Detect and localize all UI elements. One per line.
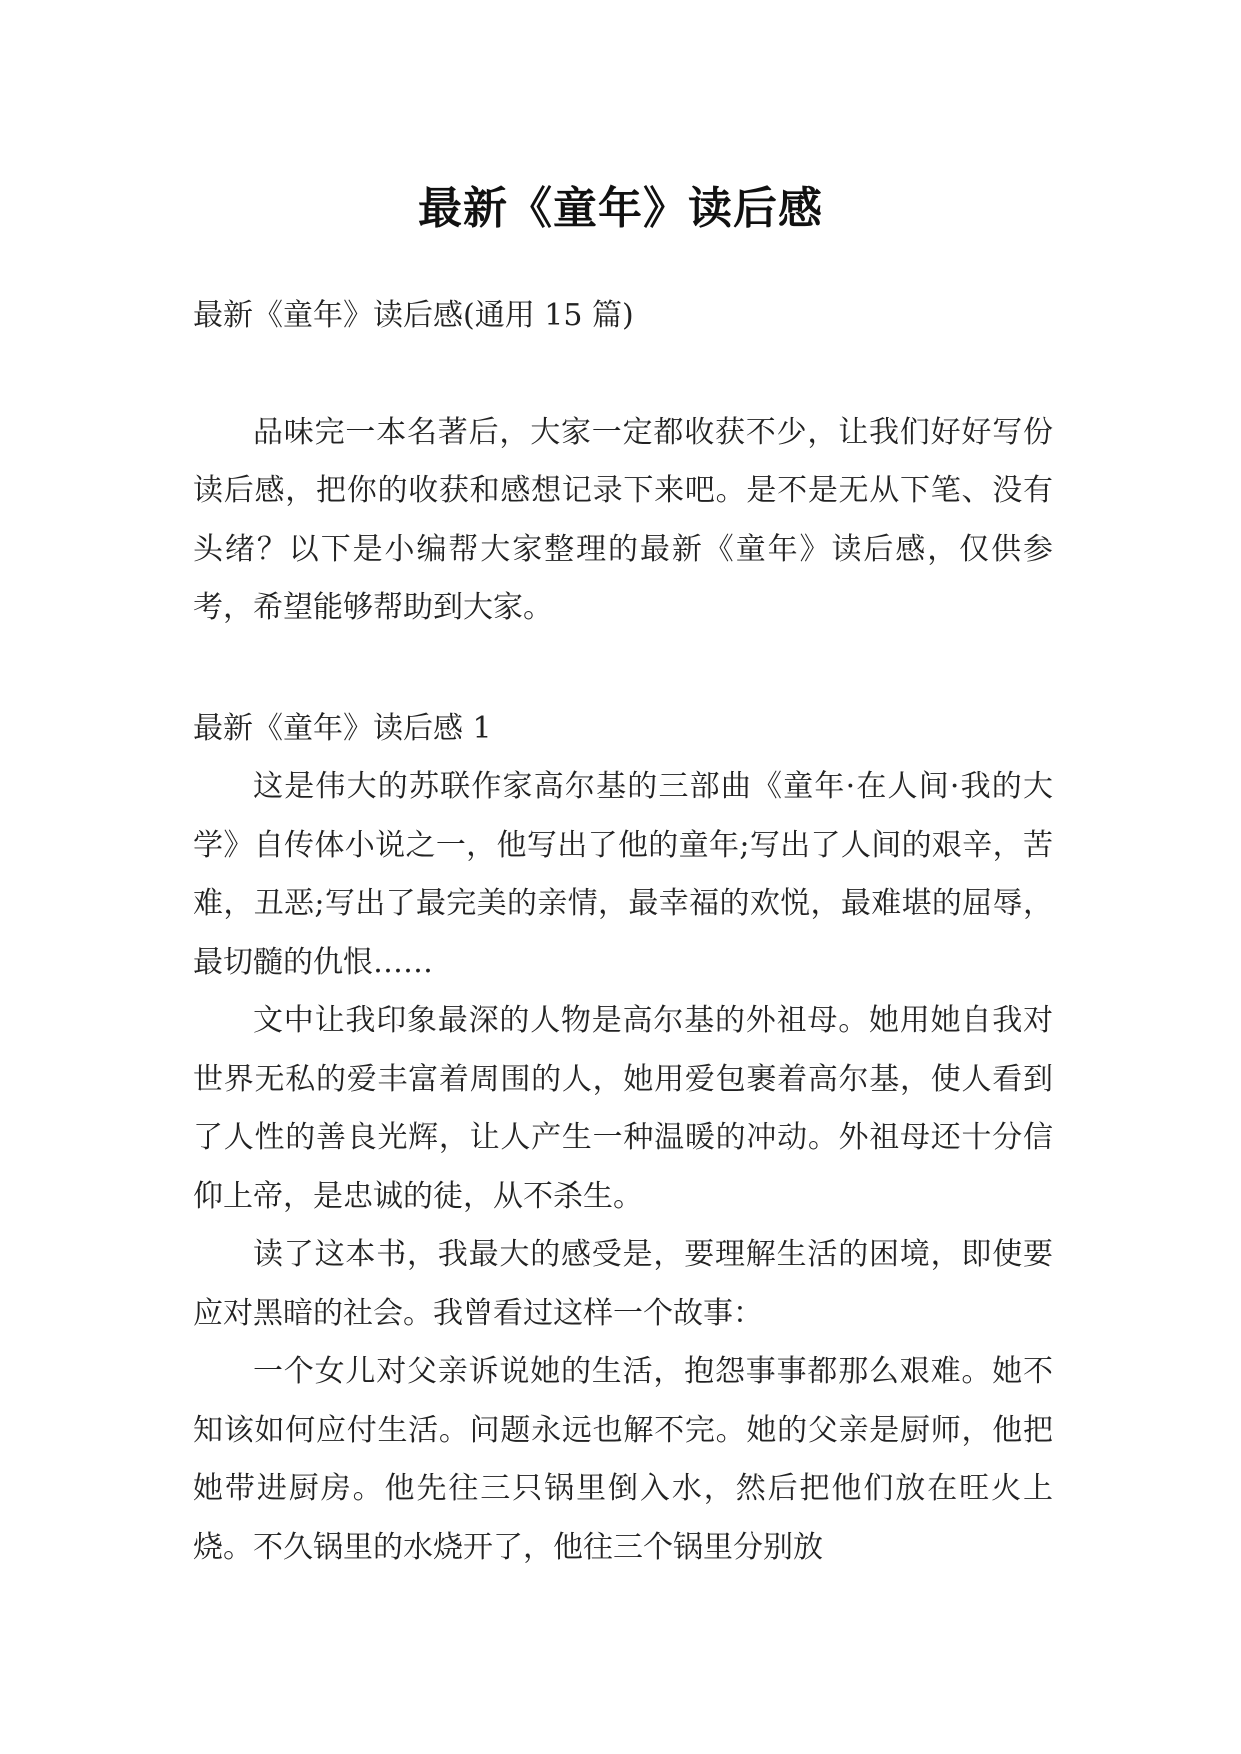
spacer <box>193 346 1053 404</box>
intro-paragraph: 品味完一本名著后，大家一定都收获不少，让我们好好写份读后感，把你的收获和感想记录下来吧。是不是无从下笔、没有头绪？以下是小编帮大家整理的最新《童年》读后感，仅供参考，希望能够帮助到大家。 <box>193 414 1053 625</box>
body-paragraph: 一个女儿对父亲诉说她的生活，抱怨事事都那么艰难。她不知该如何应付生活。问题永远也解不完。她的父亲是厨师，他把她带进厨房。他先往三只锅里倒入水，然后把他们放在旺火上烧。不久锅里的水烧开了，他往三个锅里分别放 <box>193 1354 1053 1565</box>
document-title: 最新《童年》读后感 <box>418 183 823 235</box>
document-body <box>193 287 1053 1577</box>
body-paragraph: 这是伟大的苏联作家高尔基的三部曲《童年·在人间·我的大学》自传体小说之一，他写出了他的童年;写出了人间的艰辛，苦难，丑恶;写出了最完美的亲情，最幸福的欢悦，最难堪的屈辱，最切髓的仇恨…… <box>193 769 1053 980</box>
section-heading: 最新《童年》读后感 1 <box>193 710 492 746</box>
spacer <box>193 638 1053 700</box>
body-paragraph: 读了这本书，我最大的感受是，要理解生活的困境，即使要应对黑暗的社会。我曾看过这样一个故事： <box>193 1237 1053 1331</box>
document-subtitle: 最新《童年》读后感(通用 15 篇) <box>193 298 634 333</box>
body-paragraph: 文中让我印象最深的人物是高尔基的外祖母。她用她自我对世界无私的爱丰富着周围的人，她用爱包裹着高尔基，使人看到了人性的善良光辉，让人产生一种温暖的冲动。外祖母还十分信仰上帝，是忠诚的徒，从不杀生。 <box>193 1003 1053 1214</box>
